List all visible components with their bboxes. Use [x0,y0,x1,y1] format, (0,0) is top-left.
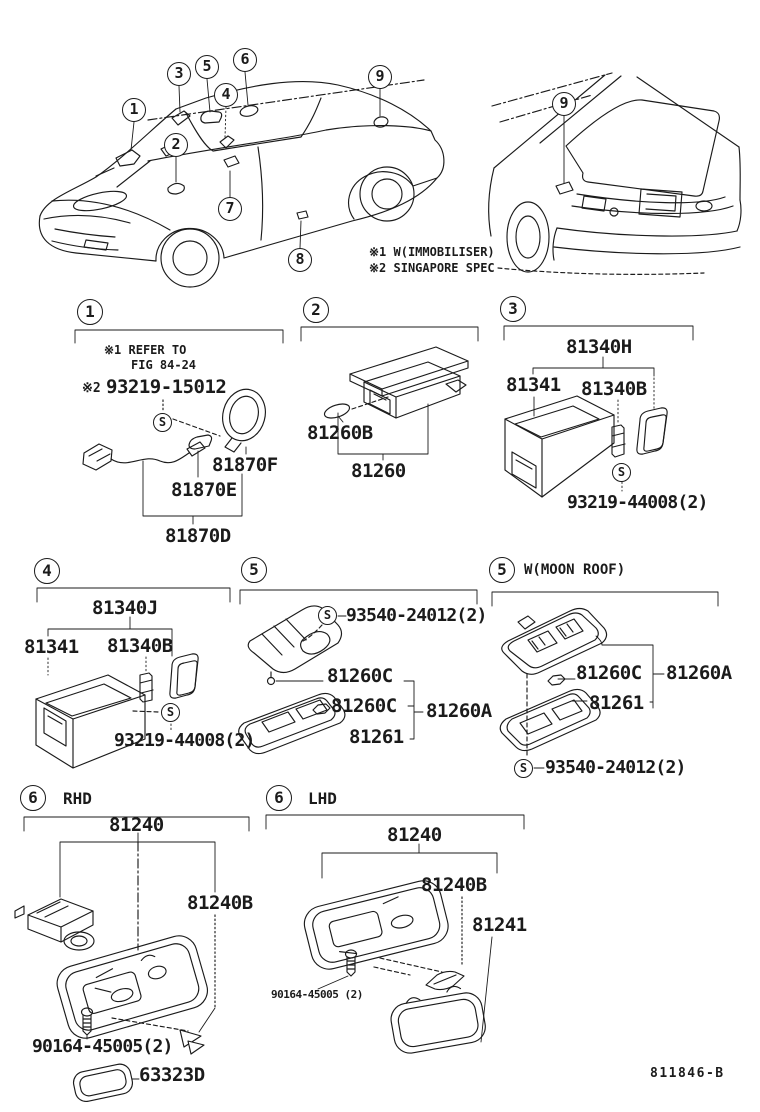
section-5-moonroof-marker: 5 [489,557,515,583]
callout-2: 2 [164,133,188,157]
part-label-81260c-s5m: 81260C [576,662,642,684]
part-label-93540-24012-s5: 93540-24012(2) [346,605,487,626]
callout-1: 1 [122,98,146,122]
part-label-81260: 81260 [351,460,406,482]
part-label-81260c-socket: 81260C [327,665,393,687]
part-label-93540-24012-s5m: 93540-24012(2) [545,757,686,778]
section-5-marker: 5 [241,557,267,583]
part-label-81260b: 81260B [307,422,373,444]
section-6-lhd-variant-label: LHD [308,789,337,808]
part-label-63323d: 63323D [139,1064,205,1086]
callout-9: 9 [368,65,392,89]
car-rear-art [489,73,741,274]
callout-8: 8 [288,248,312,272]
section-3-marker: 3 [500,296,526,322]
part-label-81260c-bulb: 81260C [331,695,397,717]
callout-7: 7 [218,197,242,221]
callout-3: 3 [167,62,191,86]
part-label-81260a-s5m: 81260A [666,662,732,684]
part-label-81870d: 81870D [165,525,231,547]
screw-symbol-s1: S [153,413,172,432]
part-label-81340h: 81340H [566,336,632,358]
section-4-marker: 4 [34,558,60,584]
section-1-ref-note-line1: ※1 REFER TO [104,343,187,357]
section-6-rhd-art [15,817,249,1103]
figure-code: 811846-B [650,1066,725,1081]
callout-5: 5 [195,55,219,79]
part-label-93219-44008-s4: 93219-44008(2) [114,730,255,751]
part-label-81240-rhd: 81240 [109,814,164,836]
section-6-rhd-marker: 6 [20,785,46,811]
section-2-marker: 2 [303,297,329,323]
part-label-81240-lhd: 81240 [387,824,442,846]
part-label-81261-s5m: 81261 [589,692,644,714]
callout-9-rear: 9 [552,92,576,116]
part-label-81340j: 81340J [92,597,158,619]
section-1-marker: 1 [77,299,103,325]
note-singapore-spec: ※2 SINGAPORE SPEC [369,261,495,275]
part-label-81261-s5: 81261 [349,726,404,748]
part-label-81870f: 81870F [212,454,278,476]
part-label-81260a-s5: 81260A [426,700,492,722]
part-label-81870e: 81870E [171,479,237,501]
part-label-81341-s3: 81341 [506,374,561,396]
screw-symbol-s3: S [612,463,631,482]
part-label-81341-s4: 81341 [24,636,79,658]
part-label-93219-44008-s3: 93219-44008(2) [567,492,708,513]
part-label-81240b-lhd: 81240B [421,874,487,896]
section-1-ref-note-line2: FIG 84-24 [131,358,197,372]
section-5-moonroof-variant-label: W(MOON ROOF) [524,562,626,578]
note-immobiliser: ※1 W(IMMOBILISER) [369,245,495,259]
part-label-81241: 81241 [472,914,527,936]
section-6-lhd-marker: 6 [266,785,292,811]
part-label-93219-15012: 93219-15012 [106,376,227,398]
callout-4: 4 [214,83,238,107]
part-label-81240b-rhd: 81240B [187,892,253,914]
callout-6: 6 [233,48,257,72]
part-label-81340b-s3: 81340B [581,378,647,400]
part-label-81340b-s4: 81340B [107,635,173,657]
screw-symbol-s5m: S [514,759,533,778]
screw-symbol-s4: S [161,703,180,722]
section-6-rhd-variant-label: RHD [63,789,92,808]
section-1-screw-prefix: ※2 [82,381,101,396]
part-label-90164-45005-lhd: 90164-45005 (2) [271,988,363,1001]
screw-symbol-s5: S [318,606,337,625]
part-label-90164-45005-rhd: 90164-45005(2) [32,1036,173,1057]
